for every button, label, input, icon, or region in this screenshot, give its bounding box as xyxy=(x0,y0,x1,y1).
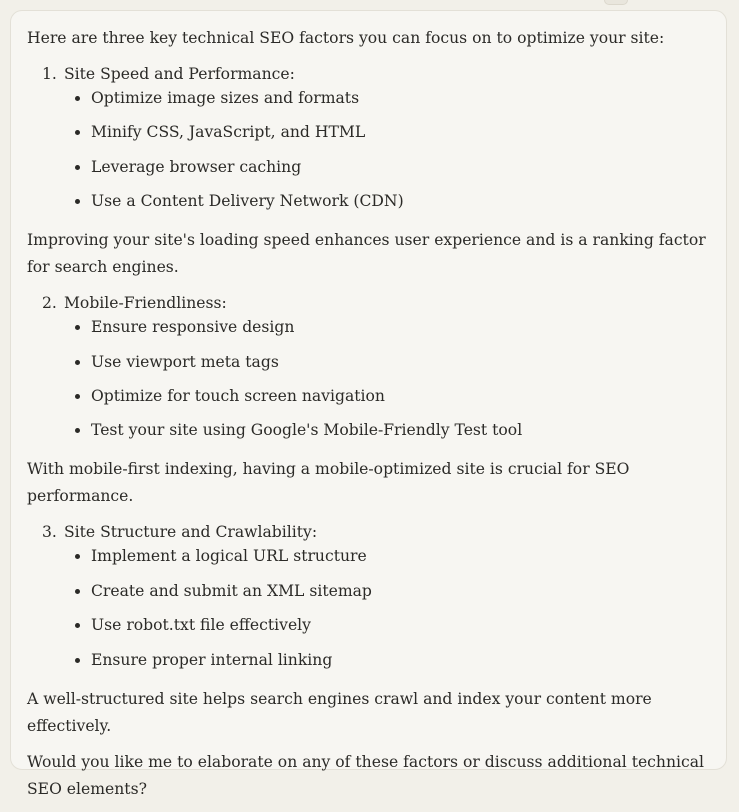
bullet-icon xyxy=(75,325,80,330)
section-title: Site Speed and Performance: xyxy=(63,65,295,83)
list-item xyxy=(27,420,707,447)
list-item-text: Minify CSS, JavaScript, and HTML xyxy=(91,123,366,142)
bullet-icon xyxy=(75,589,80,594)
list-item xyxy=(27,88,707,122)
section-number: 1. xyxy=(42,65,57,83)
message-content xyxy=(27,25,707,812)
list-item xyxy=(27,122,707,156)
bullet-icon xyxy=(75,96,80,101)
list-item xyxy=(27,546,707,580)
list-item-text: Ensure responsive design xyxy=(91,318,295,337)
list-item xyxy=(27,157,707,191)
intro-text: Here are three key technical SEO factors you can focus on to optimize your site: xyxy=(27,29,665,47)
section-summary: A well-structured site helps search engines crawl and index your content more effectively. xyxy=(27,689,652,735)
list-item-text: Optimize image sizes and formats xyxy=(91,89,360,107)
section-number: 2. xyxy=(42,294,57,313)
list-item xyxy=(27,650,707,677)
list-item-text: Optimize for touch screen navigation xyxy=(91,386,385,405)
section-2 xyxy=(27,290,707,510)
list-item xyxy=(27,191,707,218)
list-item xyxy=(27,581,707,615)
list-item xyxy=(27,615,707,649)
list-item-text: Test your site using Google's Mobile-Friendly Test tool xyxy=(91,421,523,440)
list-item xyxy=(27,352,707,386)
bullet-icon xyxy=(75,623,80,628)
section-heading xyxy=(27,61,707,88)
section-3 xyxy=(27,519,707,739)
section-1 xyxy=(27,61,707,281)
section-number: 3. xyxy=(42,523,57,542)
bullet-icon xyxy=(75,394,80,399)
section-heading xyxy=(27,519,707,546)
section-summary: Improving your site's loading speed enhances user experience and is a ranking factor for search engines. xyxy=(27,231,706,277)
list-item-text: Use robot.txt file effectively xyxy=(91,616,311,635)
bullet-list xyxy=(27,88,707,218)
bullet-icon xyxy=(75,199,80,204)
bullet-icon xyxy=(75,130,80,135)
list-item-text: Create and submit an XML sitemap xyxy=(91,581,372,600)
bullet-icon xyxy=(75,658,80,663)
list-item xyxy=(27,386,707,420)
assistant-message-card xyxy=(10,10,727,798)
section-summary: With mobile-first indexing, having a mobile-optimized site is crucial for SEO performance. xyxy=(27,460,630,506)
section-heading xyxy=(27,290,707,317)
list-item-text: Use a Content Delivery Network (CDN) xyxy=(91,192,404,211)
section-title: Site Structure and Crawlability: xyxy=(63,523,318,542)
bullet-list xyxy=(27,546,707,676)
list-item-text: Leverage browser caching xyxy=(91,157,302,176)
list-item-text: Use viewport meta tags xyxy=(91,352,279,371)
section-title: Mobile-Friendliness: xyxy=(63,294,227,313)
bullet-list xyxy=(27,317,707,447)
list-item-text: Ensure proper internal linking xyxy=(91,650,333,669)
bullet-icon xyxy=(75,165,80,170)
list-item-text: Implement a logical URL structure xyxy=(91,547,367,566)
scroll-nub xyxy=(604,0,628,5)
closing-text: Would you like me to elaborate on any of these factors or discuss additional technical SEO elements? xyxy=(27,752,705,798)
bullet-icon xyxy=(75,428,80,433)
bullet-icon xyxy=(75,360,80,365)
bullet-icon xyxy=(75,554,80,559)
list-item xyxy=(27,317,707,351)
